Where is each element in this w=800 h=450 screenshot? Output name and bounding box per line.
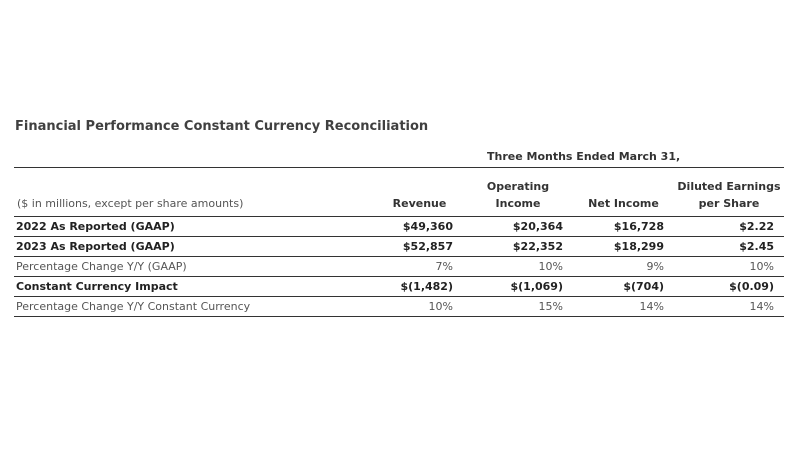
row-label: 2022 As Reported (GAAP): [14, 217, 376, 237]
cell-operating-income: $20,364: [463, 217, 573, 237]
reconciliation-table: [14, 178, 784, 317]
column-header-units: ($ in millions, except per share amounts): [14, 178, 376, 217]
table-row: [14, 257, 784, 277]
column-header-operating-income: Operating Income: [463, 178, 573, 217]
cell-net-income: 14%: [573, 297, 674, 317]
table-row: [14, 297, 784, 317]
table-row: [14, 277, 784, 297]
table-row: [14, 217, 784, 237]
cell-net-income: 9%: [573, 257, 674, 277]
cell-operating-income: 15%: [463, 297, 573, 317]
page-title: Financial Performance Constant Currency Reconciliation: [15, 119, 429, 134]
cell-revenue: $52,857: [376, 237, 463, 257]
table-row: [14, 237, 784, 257]
cell-net-income: $(704): [573, 277, 674, 297]
cell-diluted-eps: 14%: [674, 297, 784, 317]
period-divider: [14, 167, 784, 168]
column-header-diluted-eps: Diluted Earnings per Share: [674, 178, 784, 217]
cell-diluted-eps: $2.45: [674, 237, 784, 257]
cell-revenue: 7%: [376, 257, 463, 277]
cell-diluted-eps: 10%: [674, 257, 784, 277]
row-label: Percentage Change Y/Y (GAAP): [14, 257, 376, 277]
cell-operating-income: $(1,069): [463, 277, 573, 297]
cell-revenue: $49,360: [376, 217, 463, 237]
cell-operating-income: 10%: [463, 257, 573, 277]
cell-net-income: $16,728: [573, 217, 674, 237]
period-header: Three Months Ended March 31,: [487, 150, 681, 163]
cell-operating-income: $22,352: [463, 237, 573, 257]
row-label: Constant Currency Impact: [14, 277, 376, 297]
row-label: Percentage Change Y/Y Constant Currency: [14, 297, 376, 317]
cell-revenue: $(1,482): [376, 277, 463, 297]
row-label: 2023 As Reported (GAAP): [14, 237, 376, 257]
column-header-net-income: Net Income: [573, 178, 674, 217]
cell-diluted-eps: $(0.09): [674, 277, 784, 297]
cell-net-income: $18,299: [573, 237, 674, 257]
column-header-revenue: Revenue: [376, 178, 463, 217]
table-header-row: [14, 178, 784, 217]
cell-revenue: 10%: [376, 297, 463, 317]
cell-diluted-eps: $2.22: [674, 217, 784, 237]
